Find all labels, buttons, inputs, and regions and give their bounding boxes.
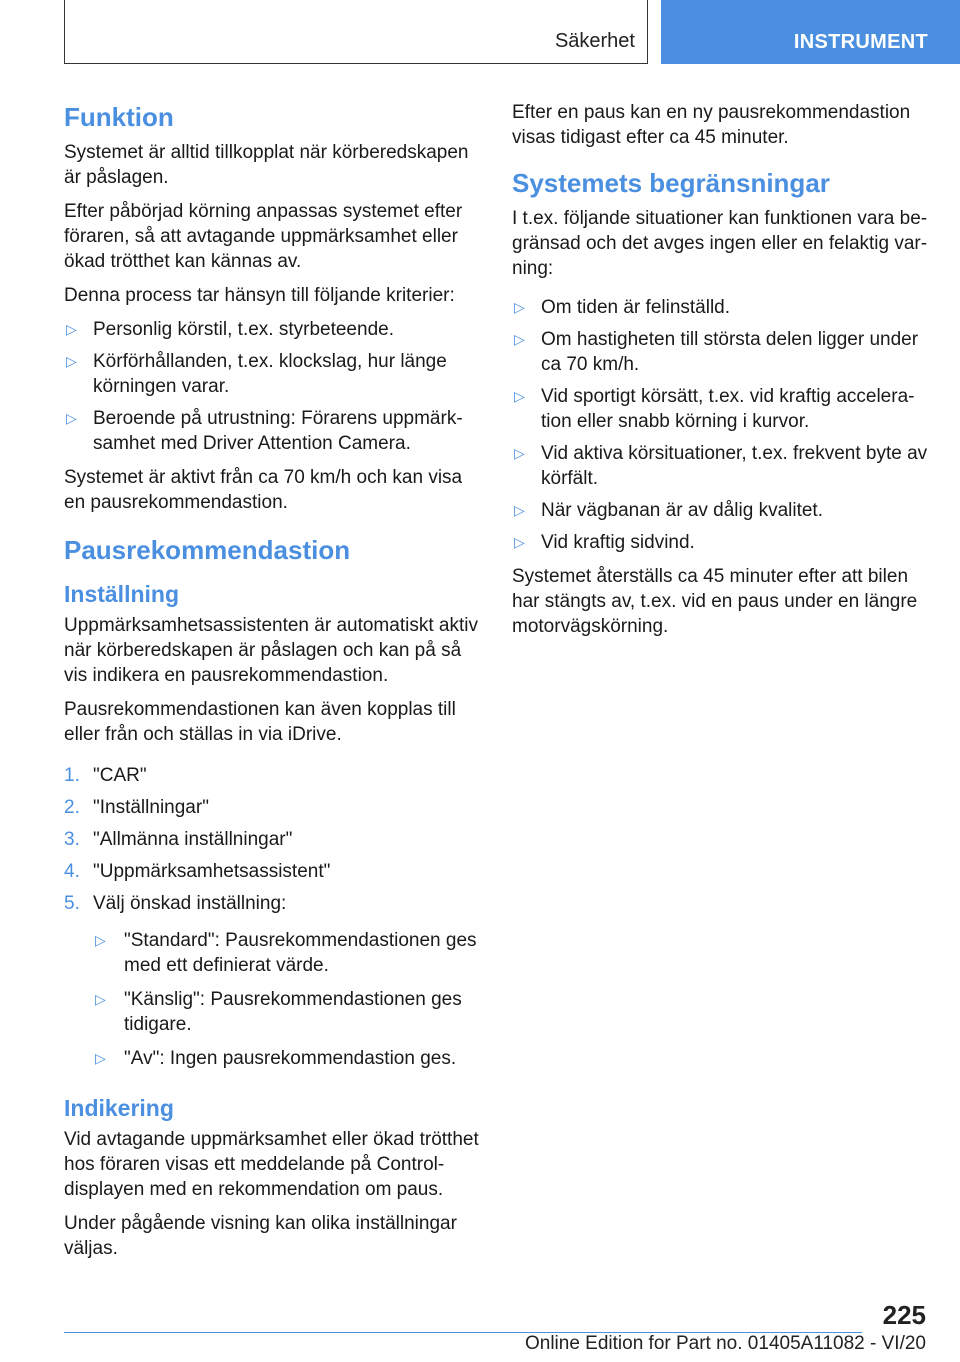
installning-heading: Inställning [64,581,179,607]
triangle-bullet-icon: ▷ [514,502,525,518]
triangle-bullet-icon: ▷ [514,534,525,550]
criteria-list [64,317,482,456]
list-item: ▷ Om tiden är felinställd. [514,297,731,318]
step-item: 3. "Allmänna inställningar" [64,829,293,850]
list-item: ▷ Körförhållanden, t.ex. klockslag, hur länge körningen varar. [66,351,447,397]
left-column [64,100,482,1270]
step-number: 5. [64,893,80,914]
header-section-tab [64,0,648,64]
paragraph: Efter en paus kan en ny pausrekommendastion visas tidigast efter ca 45 minuter. [512,102,911,148]
list-item: ▷ Vid sportigt körsätt, t.ex. vid kraftig acceleration eller snabb körning i kurvor. [514,386,915,432]
paragraph: Denna process tar hänsyn till följande kriterier: [64,285,455,306]
right-column [512,100,930,648]
paragraph: Uppmärksamhetsassistenten är automatiskt aktiv när körberedskapen är påslagen och kan på så vis indikera en pausrekommendastion. [64,615,478,686]
header-chapter-label: INSTRUMENT [793,31,928,53]
triangle-bullet-icon: ▷ [514,331,525,347]
step-number: 3. [64,829,80,850]
paragraph: Systemet är aktivt från ca 70 km/h och kan visa en pausrekommendastion. [64,467,463,513]
triangle-bullet-icon: ▷ [95,1050,106,1066]
list-item: ▷ När vägbanan är av dålig kvalitet. [514,500,823,521]
header-section-label: Säkerhet [554,30,635,52]
limitations-list [512,295,930,555]
footer-edition: Online Edition for Part no. 01405A11082 - VI/20 [524,1333,926,1354]
paragraph: Systemet återställs ca 45 minuter efter att bilen har stängts av, t.ex. vid en paus under en längre motorvägskörning. [512,566,918,637]
paragraph: I t.ex. följande situationer kan funktionen vara begränsad och det avges ingen eller en felaktig varning: [512,208,928,279]
list-item: ▷ "Standard": Pausrekommendastionen ges med ett definierat värde. [95,930,477,976]
paragraph: Systemet är alltid tillkopplat när körberedskapen är påslagen. [64,142,469,188]
list-item: ▷ Vid aktiva körsituationer, t.ex. frekvent byte av körfält. [514,443,928,489]
settings-options-list [93,928,482,1071]
triangle-bullet-icon: ▷ [514,299,525,315]
step-item: 5. Välj önskad inställning: ▷ "Standard": Pausrekommendastionen ges med ett definierat värde. ▷ "Känslig": Pausrekommendastionen ges tidigare. ▷ "Av": Ingen pausrekommendastion ges. [64,891,482,1071]
header-chapter-tab [661,0,960,64]
triangle-bullet-icon: ▷ [514,388,525,404]
page-number: 225 [882,1300,926,1330]
list-item: ▷ Vid kraftig sidvind. [514,532,695,553]
triangle-bullet-icon: ▷ [514,445,525,461]
paragraph: Pausrekommendastionen kan även kopplas till eller från och ställas in via iDrive. [64,699,456,745]
step-item: 2. "Inställningar" [64,797,209,818]
list-item: ▷ Personlig körstil, t.ex. styrbeteende. [66,319,394,340]
paragraph: Vid avtagande uppmärksamhet eller ökad trötthet hos föraren visas ett meddelande på Control-displayen med en rekommendation om paus. [64,1129,479,1200]
step-item: 4. "Uppmärksamhetsassistent" [64,861,331,882]
triangle-bullet-icon: ▷ [95,991,106,1007]
list-item: ▷ "Av": Ingen pausrekommendastion ges. [95,1048,457,1069]
begransningar-heading: Systemets begränsningar [512,168,830,198]
triangle-bullet-icon: ▷ [66,410,77,426]
steps-list [64,763,482,1071]
step-number: 2. [64,797,80,818]
list-item: ▷ "Känslig": Pausrekommendastionen ges tidigare. [95,989,462,1035]
step-item: 1. "CAR" [64,765,147,786]
list-item: ▷ Beroende på utrustning: Förarens uppmärksamhet med Driver Attention Camera. [66,408,463,454]
step-number: 4. [64,861,80,882]
list-item: ▷ Om hastigheten till största delen ligger under ca 70 km/h. [514,329,919,375]
funktion-heading: Funktion [64,102,174,132]
pausrekommendastion-heading: Pausrekommendastion [64,535,351,565]
triangle-bullet-icon: ▷ [66,321,77,337]
paragraph: Under pågående visning kan olika inställningar väljas. [64,1213,457,1259]
indikering-heading: Indikering [64,1095,174,1121]
triangle-bullet-icon: ▷ [66,353,77,369]
paragraph: Efter påbörjad körning anpassas systemet efter föraren, så att avtagande uppmärksamhet eller ökad trötthet kan kännas av. [64,201,463,272]
triangle-bullet-icon: ▷ [95,932,106,948]
step-number: 1. [64,765,80,786]
